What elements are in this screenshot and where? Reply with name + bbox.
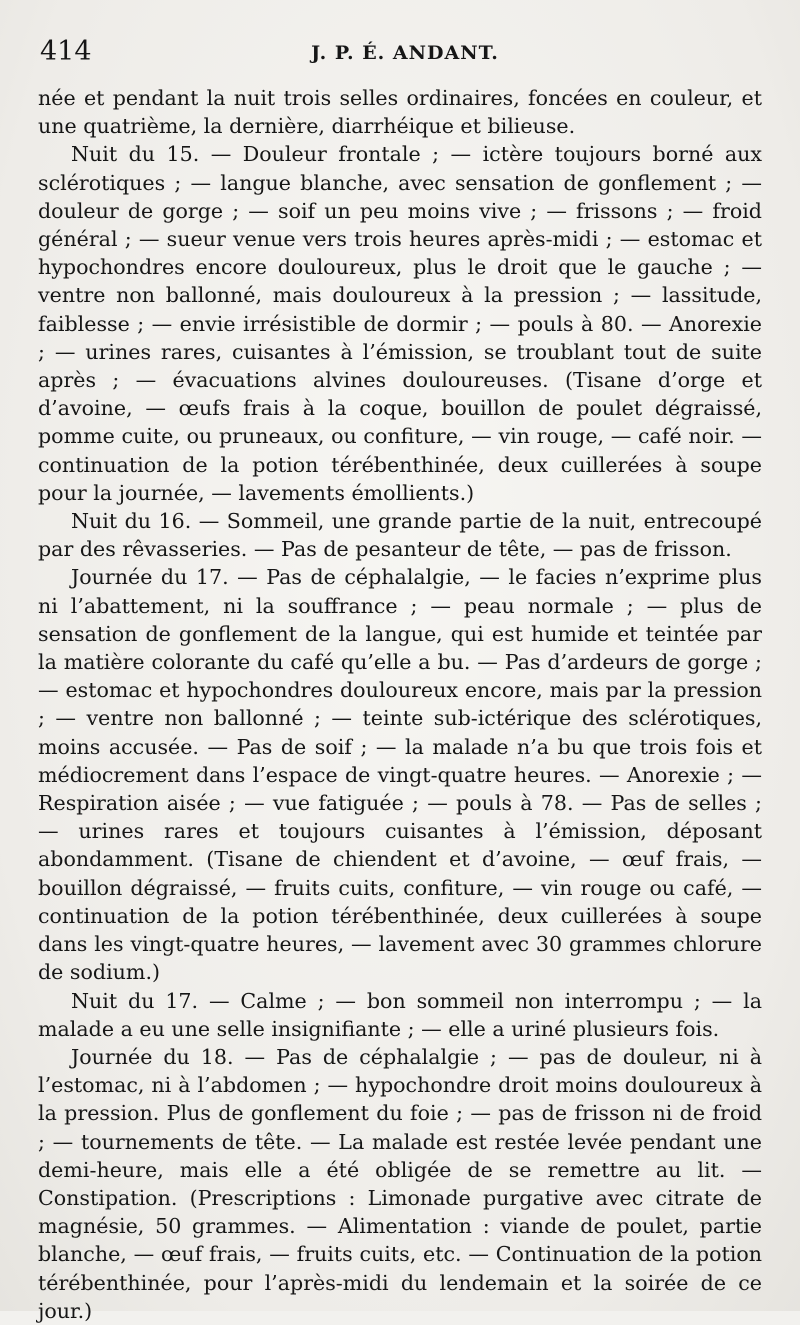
paragraph-journee-17: Journée du 17. — Pas de céphalalgie, — le facies n’exprime plus ni l’abattement, ni la souffrance ; — peau normale ; — plus de sensation de gonflement de la langue, qui est humide et teintée par la matière colorante du café qu’elle a bu. — Pas d’ardeurs de gorge ; — estomac et hypochondres douloureux encore, mais par la pression ; — ventre non ballonné ; — teinte sub-ictérique des sclérotiques, moins accusée. — Pas de soif ; — la malade n’a bu que trois fois et médiocrement dans l’espace de vingt-quatre heures. — Anorexie ; — Respiration aisée ; — vue fatiguée ; — pouls à 78. — Pas de selles ; — urines rares et toujours cuisantes à l’émission, déposant abondamment. (Tisane de chiendent et d’avoine, — œuf frais, — bouillon dégraissé, — fruits cuits, confiture, — vin rouge ou café, — continuation de la potion térébenthinée, deux cuillerées à soupe dans les vingt-quatre heures, — lavement avec 30 grammes chlorure de sodium.) [38,565,762,985]
body-text [38,84,762,1325]
paragraph-continuation: née et pendant la nuit trois selles ordinaires, foncées en couleur, et une quatrième, la dernière, diarrhéique et bilieuse. [38,86,762,139]
paragraph-journee-18: Journée du 18. — Pas de céphalalgie ; — pas de douleur, ni à l’estomac, ni à l’abdomen ; — hypochondre droit moins douloureux à la pression. Plus de gonflement du foie ; — pas de frisson ni de froid ; — tournements de tête. — La malade est restée levée pendant une demi-heure, mais elle a été obligée de se remettre au lit. — Constipation. (Prescriptions : Limonade purgative avec citrate de magnésie, 50 grammes. — Alimentation : viande de poulet, partie blanche, — œuf frais, — fruits cuits, etc. — Continuation de la potion térébenthinée, pour l’après-midi du lendemain et la soirée de ce jour.) [38,1044,762,1323]
page-number: 414 [40,36,92,67]
paragraph-nuit-17: Nuit du 17. — Calme ; — bon sommeil non interrompu ; — la malade a eu une selle insignifiante ; — elle a uriné plusieurs fois. [38,988,762,1041]
paragraph-nuit-15: Nuit du 15. — Douleur frontale ; — ictère toujours borné aux sclérotiques ; — langue blanche, avec sensation de gonflement ; — douleur de gorge ; — soif un peu moins vive ; — frissons ; — froid général ; — sueur venue vers trois heures après-midi ; — estomac et hypochondres encore douloureux, plus le droit que le gauche ; — ventre non ballonné, mais douloureux à la pression ; — lassitude, faiblesse ; — envie irrésistible de dormir ; — pouls à 80. — Anorexie ; — urines rares, cuisantes à l’émission, se troublant tout de suite après ; — évacuations alvines douloureuses. (Tisane d’orge et d’avoine, — œufs frais à la coque, bouillon de poulet dégraissé, pomme cuite, ou pruneaux, ou confiture, — vin rouge, — café noir. — continuation de la potion térébenthinée, deux cuillerées à soupe pour la journée, — lavements émollients.) [38,142,762,505]
page-header [38,34,762,70]
paragraph-nuit-16: Nuit du 16. — Sommeil, une grande partie de la nuit, entrecoupé par des rêvasseries. — Pas de pesanteur de tête, — pas de frisson. [38,509,762,562]
running-head: J. P. É. ANDANT. [311,42,499,64]
